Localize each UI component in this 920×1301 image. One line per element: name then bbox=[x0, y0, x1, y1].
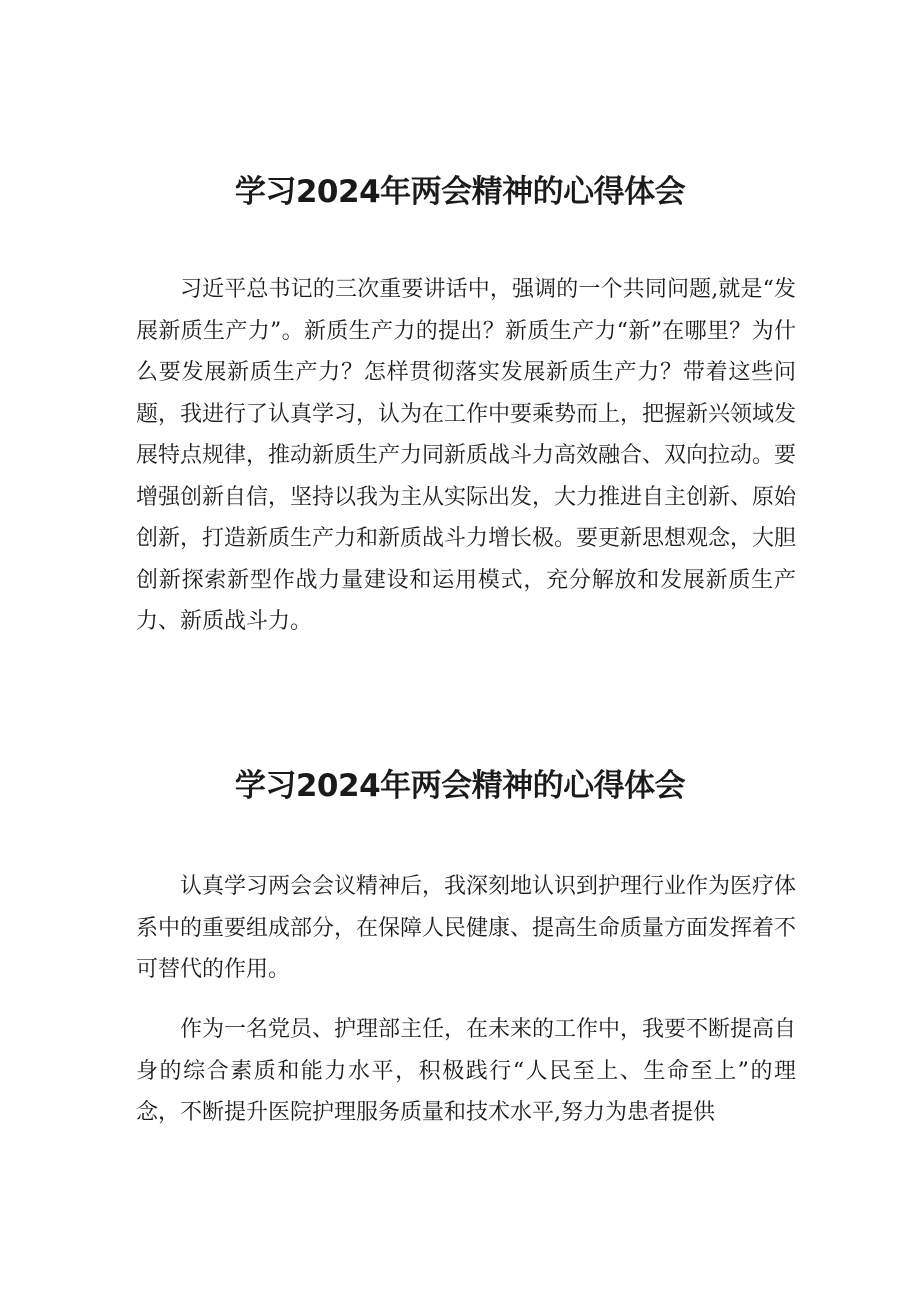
section-2-paragraph-1: 认真学习两会会议精神后，我深刻地认识到护理行业作为医疗体系中的重要组成部分，在保障人民健康、提高生命质量方面发挥着不可替代的作用。 bbox=[136, 874, 797, 982]
section-2-paragraph-2: 作为一名党员、护理部主任，在未来的工作中，我要不断提高自身的综合素质和能力水平，积极践行“人民至上、生命至上”的理念，不断提升医院护理服务质量和技术水平,努力为患者提供 bbox=[136, 1017, 797, 1125]
section-title-2: 学习2024年两会精神的心得体会 bbox=[234, 768, 686, 804]
section-title-1: 学习2024年两会精神的心得体会 bbox=[234, 174, 686, 210]
section-1-paragraph-1: 习近平总书记的三次重要讲话中，强调的一个共同问题,就是“发展新质生产力”。新质生产力的提出？新质生产力“新”在哪里？为什么要发展新质生产力？怎样贯彻落实发展新质生产力？带着这些问题，我进行了认真学习，认为在工作中要乘势而上，把握新兴领域发展特点规律，推动新质生产力同新质战斗力高效融合、双向拉动。要增强创新自信，坚持以我为主从实际出发，大力推进自主创新、原始创新，打造新质生产力和新质战斗力增长极。要更新思想观念，大胆创新探索新型作战力量建设和运用模式，充分解放和发展新质生产力、新质战斗力。 bbox=[136, 277, 797, 634]
